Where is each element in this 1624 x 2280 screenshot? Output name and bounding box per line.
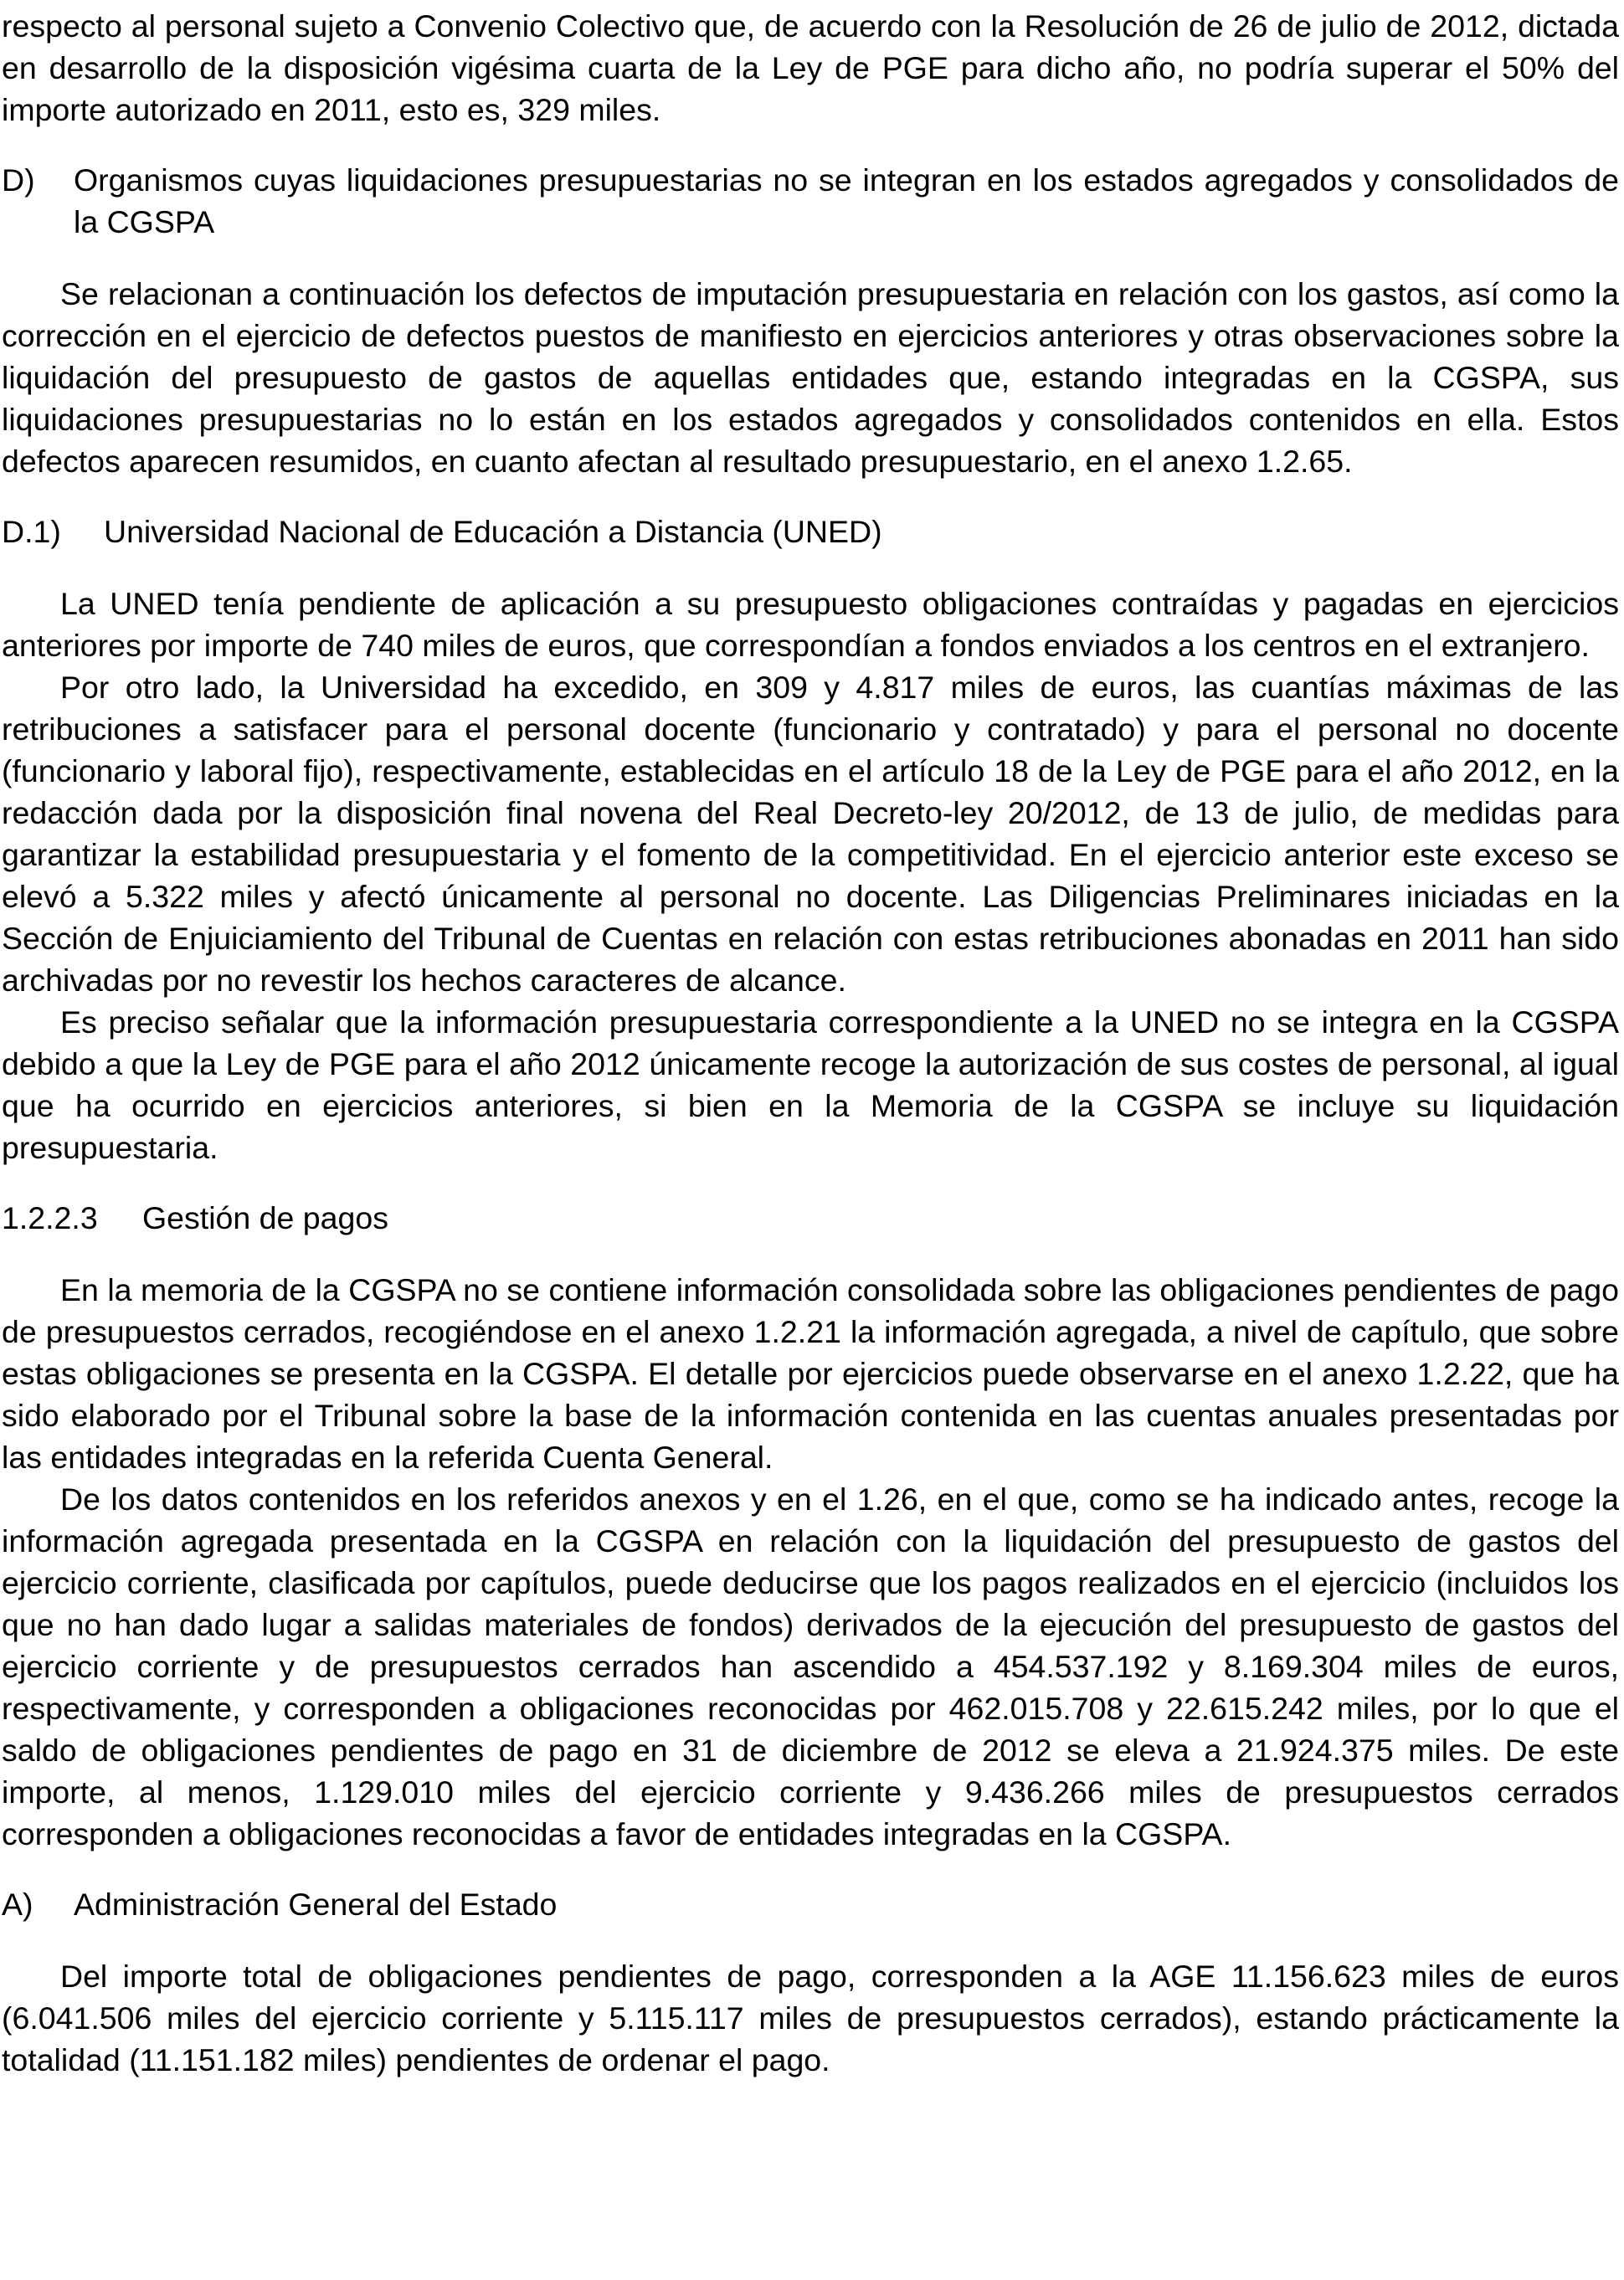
paragraph-gestion-2: De los datos contenidos en los referidos anexos y en el 1.26, en el que, como se ha indicado antes, recoge la información agregada presentada en la CGSPA en relación con la liquidación del presupuesto de gastos del ejercicio corriente, clasificada por capítulos, puede deducirse que los pagos realizados en el ejercicio (incluidos los que no han dado lugar a salidas materiales de fondos) derivados de la ejecución del presupuesto de gastos del ejercicio corriente y de presupuestos cerrados han ascendido a 454.537.192 y 8.169.304 miles de euros, respectivamente, y corresponden a obligaciones reconocidas por 462.015.708 y 22.615.242 miles, por lo que el saldo de obligaciones pendientes de pago en 31 de diciembre de 2012 se eleva a 21.924.375 miles. De este importe, al menos, 1.129.010 miles del ejercicio corriente y 9.436.266 miles de presupuestos cerrados corresponden a obligaciones reconocidas a favor de entidades integradas en la CGSPA. [2, 1481, 1619, 1851]
paragraph-d1-2: Por otro lado, la Universidad ha excedido, en 309 y 4.817 miles de euros, las cuantías máximas de las retribuciones a satisfacer para el personal docente (funcionario y contratado) y para el personal no docente (funcionario y laboral fijo), respectivamente, establecidas en el artículo 18 de la Ley de PGE para el año 2012, en la redacción dada por la disposición final novena del Real Decreto-ley 20/2012, de 13 de julio, de medidas para garantizar la estabilidad presupuestaria y el fomento de la competitividad. En el ejercicio anterior este exceso se elevó a 5.322 miles y afectó únicamente al personal no docente. Las Diligencias Preliminares iniciadas en la Sección de Enjuiciamiento del Tribunal de Cuentas en relación con estas retribuciones abonadas en 2011 han sido archivadas por no revestir los hechos caracteres de alcance. [2, 670, 1619, 998]
heading-d1 [2, 511, 1619, 552]
paragraph-d1-1: La UNED tenía pendiente de aplicación a su presupuesto obligaciones contraídas y pagadas en ejercicios anteriores por importe de 740 miles de euros, que correspondían a fondos enviados a los centros en el extranjero. [2, 586, 1619, 663]
heading-1223-number: 1.2.2.3 [2, 1200, 98, 1235]
heading-a-text: Administración General del Estado [74, 1887, 558, 1922]
heading-d-text: Organismos cuyas liquidaciones presupuestarias no se integran en los estados agregados y consolidados de la CGSPA [74, 162, 1619, 239]
heading-1223-text: Gestión de pagos [142, 1200, 388, 1235]
document-page [2, 5, 1619, 2081]
paragraph-d1-3: Es preciso señalar que la información presupuestaria correspondiente a la UNED no se integra en la CGSPA debido a que la Ley de PGE para el año 2012 únicamente recoge la autorización de sus costes de personal, al igual que ha ocurrido en ejercicios anteriores, si bien en la Memoria de la CGSPA se incluye su liquidación presupuestaria. [2, 1004, 1619, 1165]
heading-d [2, 159, 1619, 243]
paragraph-gestion-1: En la memoria de la CGSPA no se contiene información consolidada sobre las obligaciones pendientes de pago de presupuestos cerrados, recogiéndose en el anexo 1.2.21 la información agregada, a nivel de capítulo, que sobre estas obligaciones se presenta en la CGSPA. El detalle por ejercicios puede observarse en el anexo 1.2.22, que ha sido elaborado por el Tribunal sobre la base de la información contenida en las cuentas anuales presentadas por las entidades integradas en la referida Cuenta General. [2, 1272, 1619, 1475]
heading-a [2, 1883, 1619, 1925]
heading-a-number: A) [2, 1887, 33, 1922]
heading-1223 [2, 1197, 1619, 1239]
heading-d1-text: Universidad Nacional de Educación a Distancia (UNED) [104, 514, 882, 549]
paragraph-d: Se relacionan a continuación los defectos de imputación presupuestaria en relación con los gastos, así como la corrección en el ejercicio de defectos puestos de manifiesto en ejercicios anteriores y otras observaciones sobre la liquidación del presupuesto de gastos de aquellas entidades que, estando integradas en la CGSPA, sus liquidaciones presupuestarias no lo están en los estados agregados y consolidados contenidos en ella. Estos defectos aparecen resumidos, en cuanto afectan al resultado presupuestario, en el anexo 1.2.65. [2, 276, 1619, 479]
paragraph-intro: respecto al personal sujeto a Convenio Colectivo que, de acuerdo con la Resolución de 26 de julio de 2012, dictada en desarrollo de la disposición vigésima cuarta de la Ley de PGE para dicho año, no podría superar el 50% del importe autorizado en 2011, esto es, 329 miles. [2, 8, 1619, 127]
paragraph-a: Del importe total de obligaciones pendientes de pago, corresponden a la AGE 11.156.623 miles de euros (6.041.506 miles del ejercicio corriente y 5.115.117 miles de presupuestos cerrados), estando prácticamente la totalidad (11.151.182 miles) pendientes de ordenar el pago. [2, 1959, 1619, 2077]
heading-d1-number: D.1) [2, 514, 61, 549]
heading-d-number: D) [2, 162, 35, 198]
